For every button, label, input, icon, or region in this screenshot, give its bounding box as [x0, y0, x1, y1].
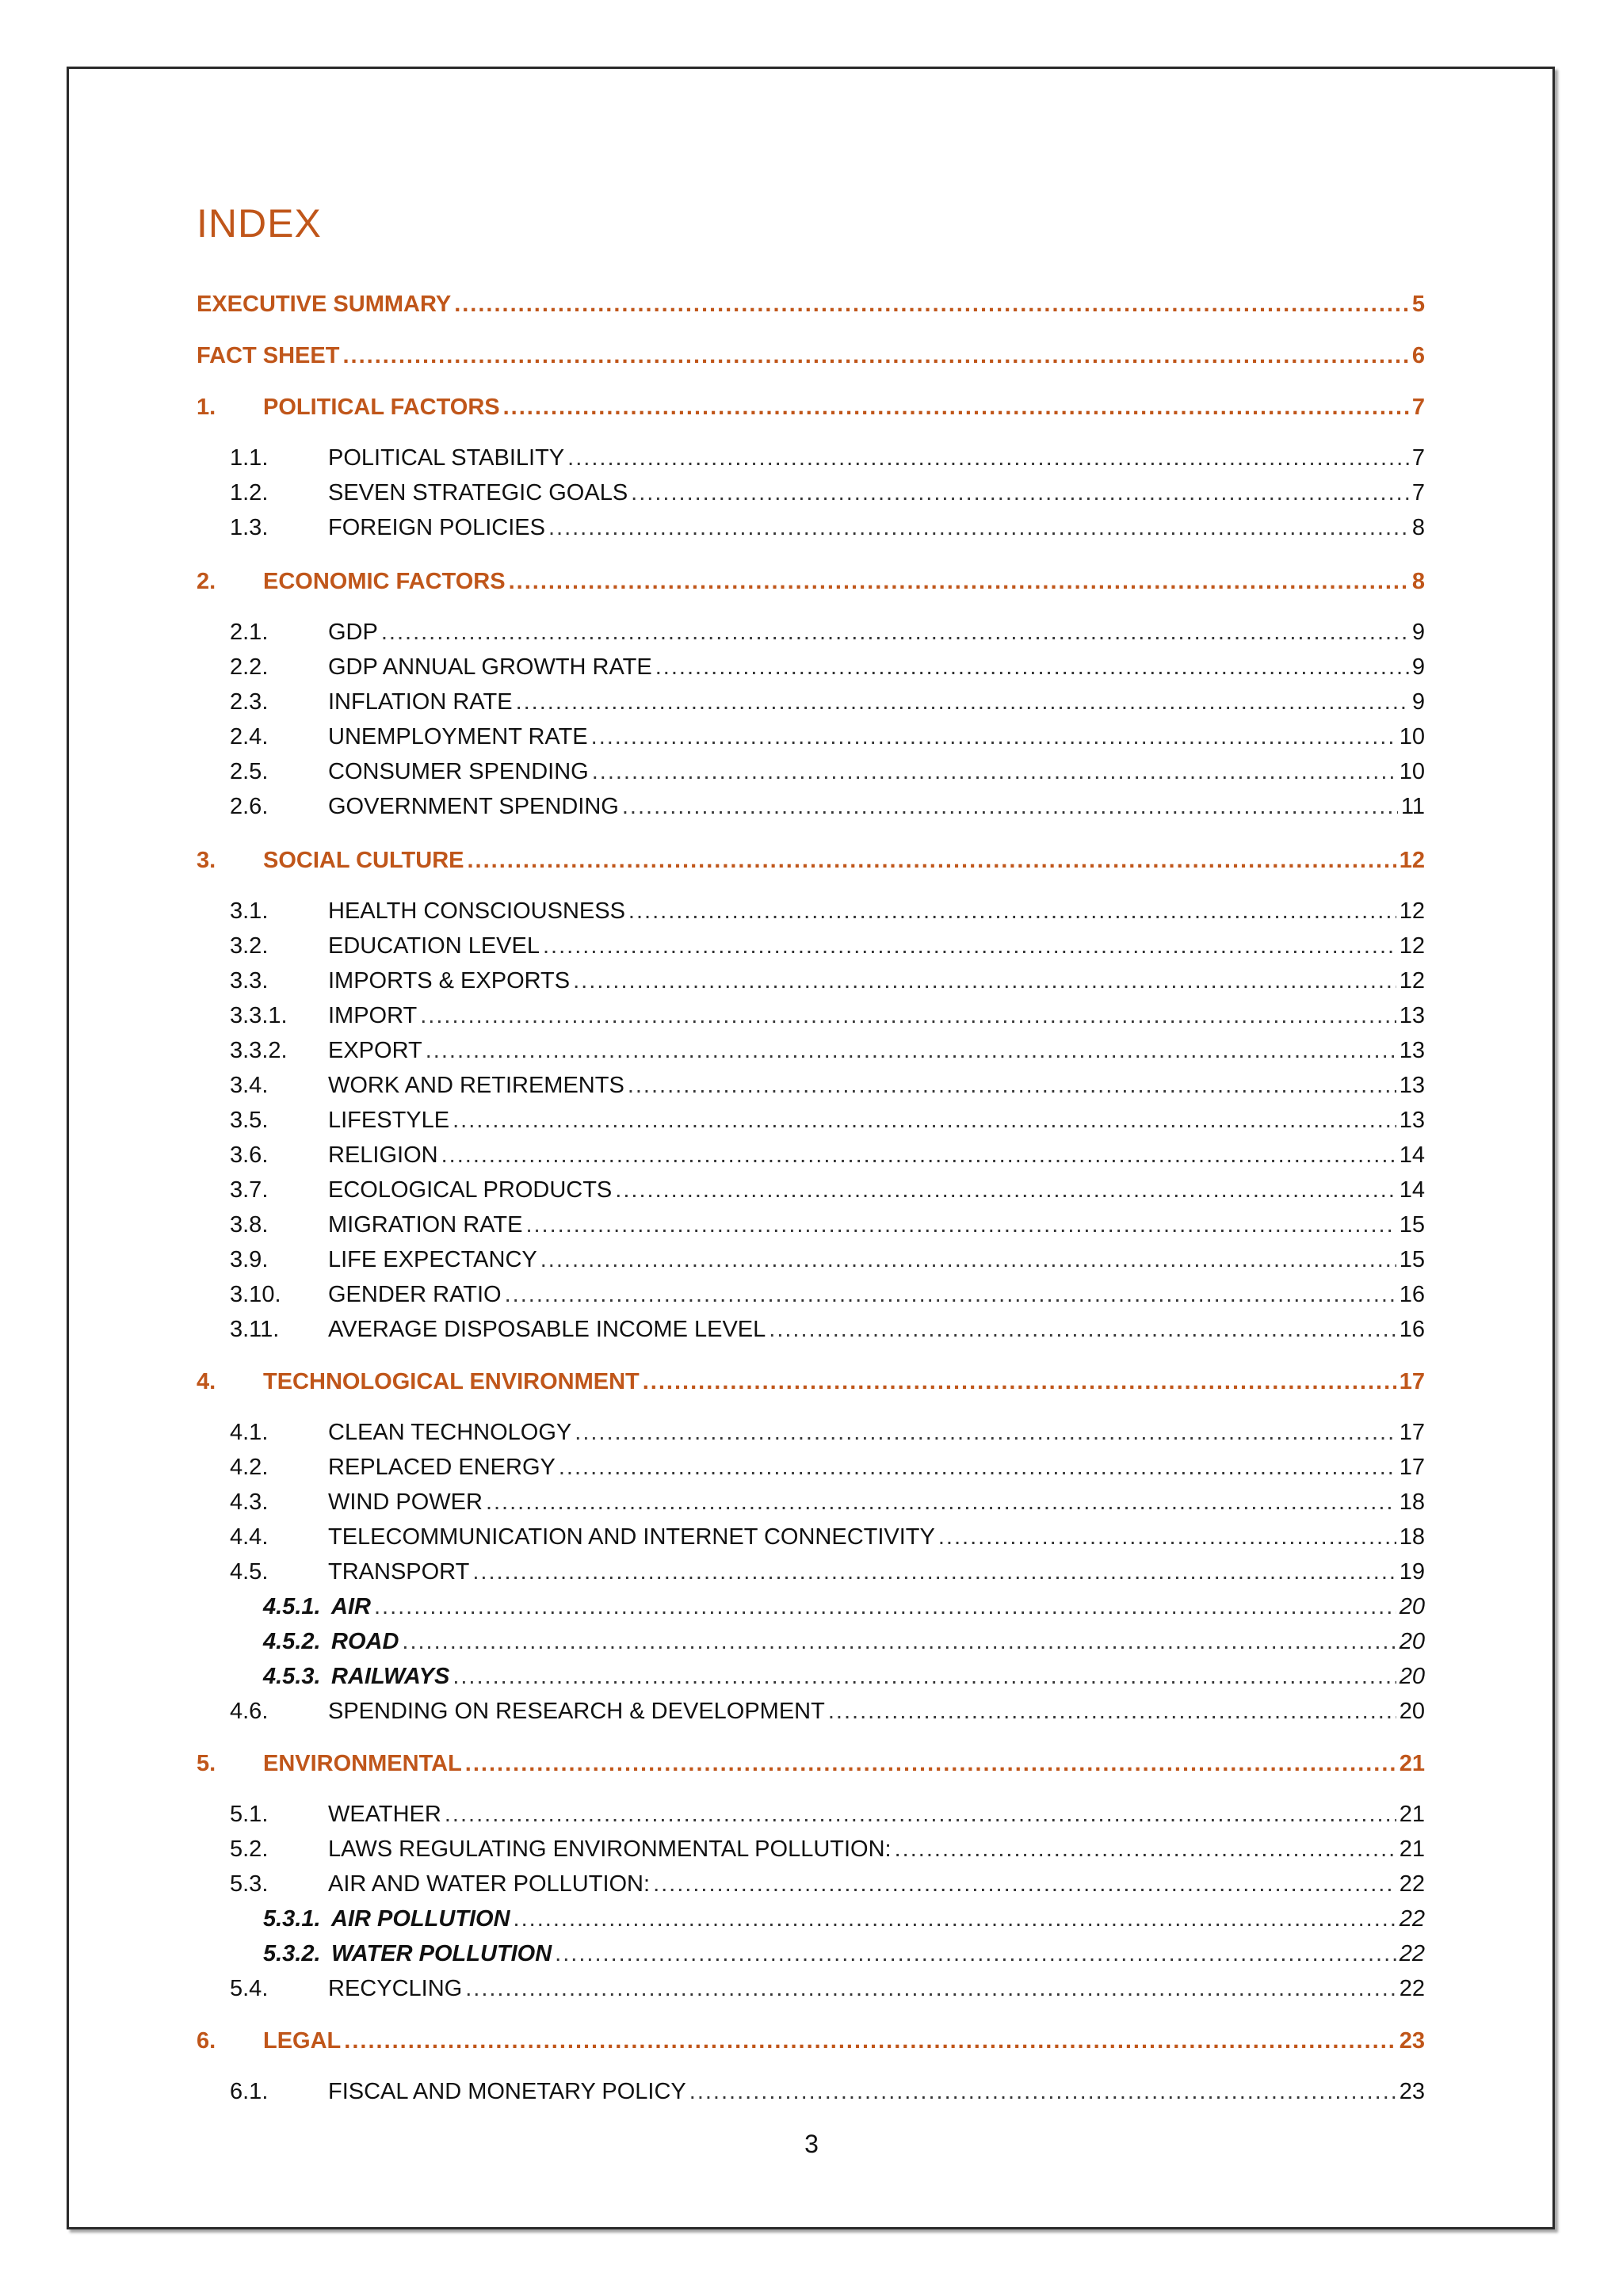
- toc-entry-page: 13: [1399, 1003, 1425, 1028]
- toc-entry[interactable]: [197, 1520, 1425, 1551]
- toc-entry-label: TRANSPORT: [328, 1559, 470, 1585]
- dot-leader: [628, 1071, 1396, 1100]
- toc-entry-label: AIR: [331, 1594, 371, 1619]
- toc-entry-page: 13: [1399, 1073, 1425, 1098]
- dot-leader: [465, 1749, 1396, 1778]
- toc-entry[interactable]: [197, 1138, 1425, 1169]
- toc-entry[interactable]: [197, 1659, 1425, 1691]
- toc-entry-label: GOVERNMENT SPENDING: [328, 794, 619, 819]
- toc-entry[interactable]: [197, 1554, 1425, 1586]
- toc-entry[interactable]: [197, 1746, 1425, 1778]
- toc-entry-number: 4.5.: [230, 1559, 269, 1585]
- toc-entry[interactable]: [197, 1694, 1425, 1726]
- toc-entry[interactable]: [197, 390, 1425, 421]
- toc-entry-page: 15: [1399, 1212, 1425, 1238]
- toc-entry-label: HEALTH CONSCIOUSNESS: [328, 898, 625, 924]
- toc-entry-label: WEATHER: [328, 1802, 441, 1827]
- toc-entry-page: 12: [1399, 968, 1425, 994]
- dot-leader: [472, 1558, 1396, 1586]
- toc-entry[interactable]: [197, 1364, 1425, 1396]
- toc-entry-label: LIFESTYLE: [328, 1108, 450, 1133]
- dot-leader: [689, 2077, 1396, 2106]
- toc-entry-number: 1.1.: [230, 445, 269, 471]
- toc-entry-number: 3.7.: [230, 1177, 269, 1203]
- toc-entry-label: LAWS REGULATING ENVIRONMENTAL POLLUTION:: [328, 1836, 892, 1862]
- toc-entry[interactable]: [197, 1242, 1425, 1274]
- toc-entry-number: 5.3.2.: [263, 1941, 321, 1966]
- toc-entry-number: 3.6.: [230, 1142, 269, 1168]
- toc-entry-label: UNEMPLOYMENT RATE: [328, 724, 588, 749]
- dot-leader: [591, 723, 1396, 751]
- toc-entry-page: 20: [1399, 1629, 1425, 1654]
- dot-leader: [543, 932, 1396, 960]
- dot-leader: [622, 792, 1398, 821]
- toc-entry-label: WIND POWER: [328, 1489, 483, 1515]
- toc-entry[interactable]: [197, 1312, 1425, 1344]
- toc-entry-number: 4.: [197, 1369, 216, 1394]
- toc-entry-label: INFLATION RATE: [328, 689, 513, 715]
- toc-entry[interactable]: [197, 1901, 1425, 1933]
- toc-entry-page: 9: [1411, 654, 1425, 680]
- toc-entry[interactable]: [197, 287, 1425, 318]
- toc-entry-number: 6.1.: [230, 2079, 269, 2104]
- toc-entry[interactable]: [197, 441, 1425, 472]
- toc-entry[interactable]: [197, 1624, 1425, 1656]
- page-number: 3: [804, 2130, 819, 2158]
- toc-entry[interactable]: [197, 1033, 1425, 1065]
- toc-entry-label: TECHNOLOGICAL ENVIRONMENT: [263, 1369, 640, 1394]
- dot-leader: [540, 1245, 1396, 1274]
- toc-entry[interactable]: [197, 894, 1425, 925]
- toc-entry[interactable]: [197, 2074, 1425, 2106]
- toc-entry-number: 5.1.: [230, 1802, 269, 1827]
- dot-leader: [573, 967, 1396, 995]
- toc-entry[interactable]: [197, 1103, 1425, 1135]
- toc-entry-page: 10: [1399, 759, 1425, 784]
- toc-entry-page: 20: [1399, 1699, 1425, 1724]
- toc-entry-number: 3.9.: [230, 1247, 269, 1272]
- dot-leader: [555, 1939, 1396, 1968]
- toc-entry-label: CLEAN TECHNOLOGY: [328, 1420, 572, 1445]
- toc-entry-number: 3.5.: [230, 1108, 269, 1133]
- toc-entry-label: EXECUTIVE SUMMARY: [197, 292, 452, 317]
- toc-entry[interactable]: [197, 1068, 1425, 1100]
- toc-entry-number: 5.3.1.: [263, 1906, 321, 1932]
- toc-entry-number: 3.10.: [230, 1282, 281, 1307]
- toc-entry[interactable]: [197, 475, 1425, 507]
- toc-entry-number: 4.5.1.: [263, 1594, 321, 1619]
- toc-entry-page: 15: [1399, 1247, 1425, 1272]
- dot-leader: [465, 1974, 1396, 2003]
- toc-entry-label: IMPORTS & EXPORTS: [328, 968, 571, 994]
- dot-leader: [769, 1315, 1396, 1344]
- toc-entry-label: GDP: [328, 620, 378, 645]
- dot-leader: [441, 1141, 1396, 1169]
- toc-entry-label: LIFE EXPECTANCY: [328, 1247, 537, 1272]
- toc-entry-number: 3.: [197, 848, 216, 873]
- dot-leader: [505, 1280, 1396, 1309]
- dot-leader: [467, 846, 1396, 875]
- toc-entry-label: RECYCLING: [328, 1976, 463, 2001]
- toc-entry-page: 22: [1399, 1871, 1425, 1897]
- toc-entry[interactable]: [197, 1173, 1425, 1204]
- dot-leader: [426, 1036, 1396, 1065]
- toc-entry[interactable]: [197, 754, 1425, 786]
- toc-entry-label: POLITICAL FACTORS: [263, 395, 500, 420]
- toc-entry-label: GENDER RATIO: [328, 1282, 502, 1307]
- toc-entry-page: 18: [1399, 1489, 1425, 1515]
- toc-entry-number: 6.: [197, 2028, 216, 2054]
- toc-entry-page: 13: [1399, 1038, 1425, 1063]
- toc-entry-page: 7: [1411, 480, 1425, 505]
- dot-leader: [628, 897, 1396, 925]
- dot-leader: [445, 1800, 1396, 1829]
- toc-entry-number: 2.5.: [230, 759, 269, 784]
- toc-entry-label: WORK AND RETIREMENTS: [328, 1073, 624, 1098]
- toc-entry-number: 3.4.: [230, 1073, 269, 1098]
- toc-entry-number: 1.3.: [230, 515, 269, 540]
- toc-entry[interactable]: [197, 1971, 1425, 2003]
- toc-entry[interactable]: [197, 719, 1425, 751]
- toc-entry-page: 14: [1399, 1142, 1425, 1168]
- toc-entry-page: 22: [1399, 1941, 1425, 1966]
- toc-entry-page: 9: [1411, 620, 1425, 645]
- toc-entry-label: EDUCATION LEVEL: [328, 933, 540, 959]
- dot-leader: [374, 1592, 1396, 1621]
- toc-entry-page: 17: [1399, 1455, 1425, 1480]
- dot-leader: [655, 653, 1409, 681]
- dot-leader: [548, 513, 1409, 542]
- toc-entry-number: 2.6.: [230, 794, 269, 819]
- toc-entry-label: REPLACED ENERGY: [328, 1455, 556, 1480]
- toc-entry[interactable]: [197, 1867, 1425, 1898]
- toc-entry-page: 11: [1400, 794, 1425, 819]
- toc-entry-number: 2.3.: [230, 689, 269, 715]
- dot-leader: [592, 757, 1396, 786]
- toc-entry-label: FACT SHEET: [197, 343, 340, 368]
- toc-entry-page: 16: [1399, 1317, 1425, 1342]
- toc-entry-page: 20: [1399, 1594, 1425, 1619]
- toc-entry[interactable]: [197, 1832, 1425, 1863]
- toc-entry-page: 10: [1399, 724, 1425, 749]
- toc-entry-page: 22: [1399, 1906, 1425, 1932]
- toc-entry-page: 12: [1399, 848, 1425, 873]
- toc-entry-label: SOCIAL CULTURE: [263, 848, 464, 873]
- dot-leader: [514, 1905, 1396, 1933]
- toc-entry-number: 2.2.: [230, 654, 269, 680]
- toc-entry-number: 3.8.: [230, 1212, 269, 1238]
- dot-leader: [525, 1211, 1396, 1239]
- toc-entry-page: 13: [1399, 1108, 1425, 1133]
- toc-entry-number: 3.11.: [230, 1317, 280, 1342]
- toc-entry-number: 4.3.: [230, 1489, 269, 1515]
- toc-entry-label: EXPORT: [328, 1038, 422, 1063]
- toc-entry-page: 12: [1399, 898, 1425, 924]
- toc-entry-label: ENVIRONMENTAL: [263, 1751, 462, 1776]
- dot-leader: [381, 618, 1409, 646]
- toc-entry-page: 19: [1399, 1559, 1425, 1585]
- toc-entry[interactable]: [197, 338, 1425, 370]
- dot-leader: [453, 1106, 1396, 1135]
- toc-entry[interactable]: [197, 564, 1425, 596]
- dot-leader: [420, 1001, 1396, 1030]
- toc-entry[interactable]: [197, 1589, 1425, 1621]
- dot-leader: [453, 1662, 1396, 1691]
- toc-entry-label: MIGRATION RATE: [328, 1212, 523, 1238]
- toc-entry-number: 2.1.: [230, 620, 269, 645]
- toc-entry-number: 3.3.: [230, 968, 269, 994]
- toc-entry-page: 7: [1411, 395, 1425, 420]
- toc-entry-label: ECONOMIC FACTORS: [263, 569, 506, 594]
- dot-leader: [559, 1453, 1396, 1482]
- toc-entry-number: 4.2.: [230, 1455, 269, 1480]
- toc-entry-page: 14: [1399, 1177, 1425, 1203]
- toc-entry-page: 6: [1411, 343, 1425, 368]
- dot-leader: [567, 444, 1409, 472]
- toc-entry[interactable]: [197, 650, 1425, 681]
- toc-entry-number: 3.3.1.: [230, 1003, 288, 1028]
- toc-entry[interactable]: [197, 1415, 1425, 1447]
- dot-leader: [615, 1176, 1396, 1204]
- toc-entry[interactable]: [197, 1450, 1425, 1482]
- toc-entry-label: FOREIGN POLICIES: [328, 515, 545, 540]
- toc-entry[interactable]: [197, 1485, 1425, 1516]
- toc-entry-label: ECOLOGICAL PRODUCTS: [328, 1177, 613, 1203]
- toc-entry-number: 4.5.3.: [263, 1664, 321, 1689]
- dot-leader: [402, 1627, 1396, 1656]
- index-title: INDEX: [197, 201, 322, 246]
- toc-entry[interactable]: [197, 963, 1425, 995]
- toc-entry-page: 22: [1399, 1976, 1425, 2001]
- toc-entry[interactable]: [197, 843, 1425, 875]
- toc-entry-page: 17: [1399, 1369, 1425, 1394]
- dot-leader: [895, 1835, 1396, 1863]
- toc-entry-page: 21: [1399, 1836, 1425, 1862]
- dot-leader: [454, 290, 1409, 318]
- toc-entry-page: 16: [1399, 1282, 1425, 1307]
- dot-leader: [653, 1870, 1396, 1898]
- toc-entry-number: 3.3.2.: [230, 1038, 288, 1063]
- toc-entry[interactable]: [197, 789, 1425, 821]
- toc-entry-label: POLITICAL STABILITY: [328, 445, 565, 471]
- toc-entry-number: 3.2.: [230, 933, 269, 959]
- toc-entry-page: 17: [1399, 1420, 1425, 1445]
- toc-entry-label: CONSUMER SPENDING: [328, 759, 589, 784]
- toc-entry-number: 3.1.: [230, 898, 269, 924]
- toc-entry[interactable]: [197, 1207, 1425, 1239]
- toc-entry-label: FISCAL AND MONETARY POLICY: [328, 2079, 686, 2104]
- toc-entry-number: 4.4.: [230, 1524, 269, 1550]
- toc-entry-page: 7: [1411, 445, 1425, 471]
- toc-entry-number: 5.2.: [230, 1836, 269, 1862]
- toc-entry[interactable]: [197, 998, 1425, 1030]
- dot-leader: [342, 341, 1408, 370]
- toc-entry-number: 4.5.2.: [263, 1629, 321, 1654]
- toc-entry-number: 1.2.: [230, 480, 269, 505]
- toc-entry-number: 4.6.: [230, 1699, 269, 1724]
- toc-entry-label: AVERAGE DISPOSABLE INCOME LEVEL: [328, 1317, 766, 1342]
- toc-entry-page: 20: [1399, 1664, 1425, 1689]
- toc-entry-label: SEVEN STRATEGIC GOALS: [328, 480, 628, 505]
- toc-entry[interactable]: [197, 1277, 1425, 1309]
- toc-entry-page: 23: [1399, 2028, 1425, 2054]
- toc-entry-number: 5.4.: [230, 1976, 269, 2001]
- toc-entry[interactable]: [197, 615, 1425, 646]
- toc-entry-page: 9: [1411, 689, 1425, 715]
- toc-entry-label: RELIGION: [328, 1142, 438, 1168]
- dot-leader: [938, 1523, 1396, 1551]
- dot-leader: [575, 1418, 1396, 1447]
- toc-entry-number: 5.: [197, 1751, 216, 1776]
- toc-entry-label: LEGAL: [263, 2028, 342, 2054]
- toc-entry-page: 21: [1399, 1802, 1425, 1827]
- toc-entry-label: AIR POLLUTION: [331, 1906, 510, 1932]
- dot-leader: [344, 2027, 1396, 2055]
- dot-leader: [643, 1367, 1396, 1396]
- toc-entry-page: 18: [1399, 1524, 1425, 1550]
- toc-entry-number: 5.3.: [230, 1871, 269, 1897]
- dot-leader: [486, 1488, 1396, 1516]
- toc-entry-label: RAILWAYS: [331, 1664, 450, 1689]
- dot-leader: [631, 479, 1409, 507]
- toc-entry-number: 2.4.: [230, 724, 269, 749]
- toc-entry-label: IMPORT: [328, 1003, 418, 1028]
- toc-entry[interactable]: [197, 685, 1425, 716]
- toc-entry-label: TELECOMMUNICATION AND INTERNET CONNECTIVITY: [328, 1524, 935, 1550]
- toc-entry[interactable]: [197, 929, 1425, 960]
- toc-entry-label: ROAD: [331, 1629, 399, 1654]
- toc-entry-page: 23: [1399, 2079, 1425, 2104]
- toc-entry[interactable]: [197, 1936, 1425, 1968]
- dot-leader: [509, 567, 1409, 596]
- toc-entry-label: AIR AND WATER POLLUTION:: [328, 1871, 651, 1897]
- toc-entry-number: 1.: [197, 395, 216, 420]
- toc-entry-number: 2.: [197, 569, 216, 594]
- toc-entry[interactable]: [197, 510, 1425, 542]
- toc-entry-page: 12: [1399, 933, 1425, 959]
- dot-leader: [828, 1697, 1396, 1726]
- toc-entry-label: GDP ANNUAL GROWTH RATE: [328, 654, 652, 680]
- toc-entry-page: 8: [1411, 515, 1425, 540]
- toc-entry-page: 5: [1411, 292, 1425, 317]
- toc-entry-number: 4.1.: [230, 1420, 269, 1445]
- dot-leader: [516, 688, 1409, 716]
- toc-entry-label: WATER POLLUTION: [331, 1941, 552, 1966]
- toc-entry[interactable]: [197, 2023, 1425, 2055]
- toc-entry-page: 8: [1411, 569, 1425, 594]
- dot-leader: [503, 393, 1409, 421]
- toc-entry-label: SPENDING ON RESEARCH & DEVELOPMENT: [328, 1699, 825, 1724]
- toc-entry[interactable]: [197, 1797, 1425, 1829]
- toc-entry-page: 21: [1399, 1751, 1425, 1776]
